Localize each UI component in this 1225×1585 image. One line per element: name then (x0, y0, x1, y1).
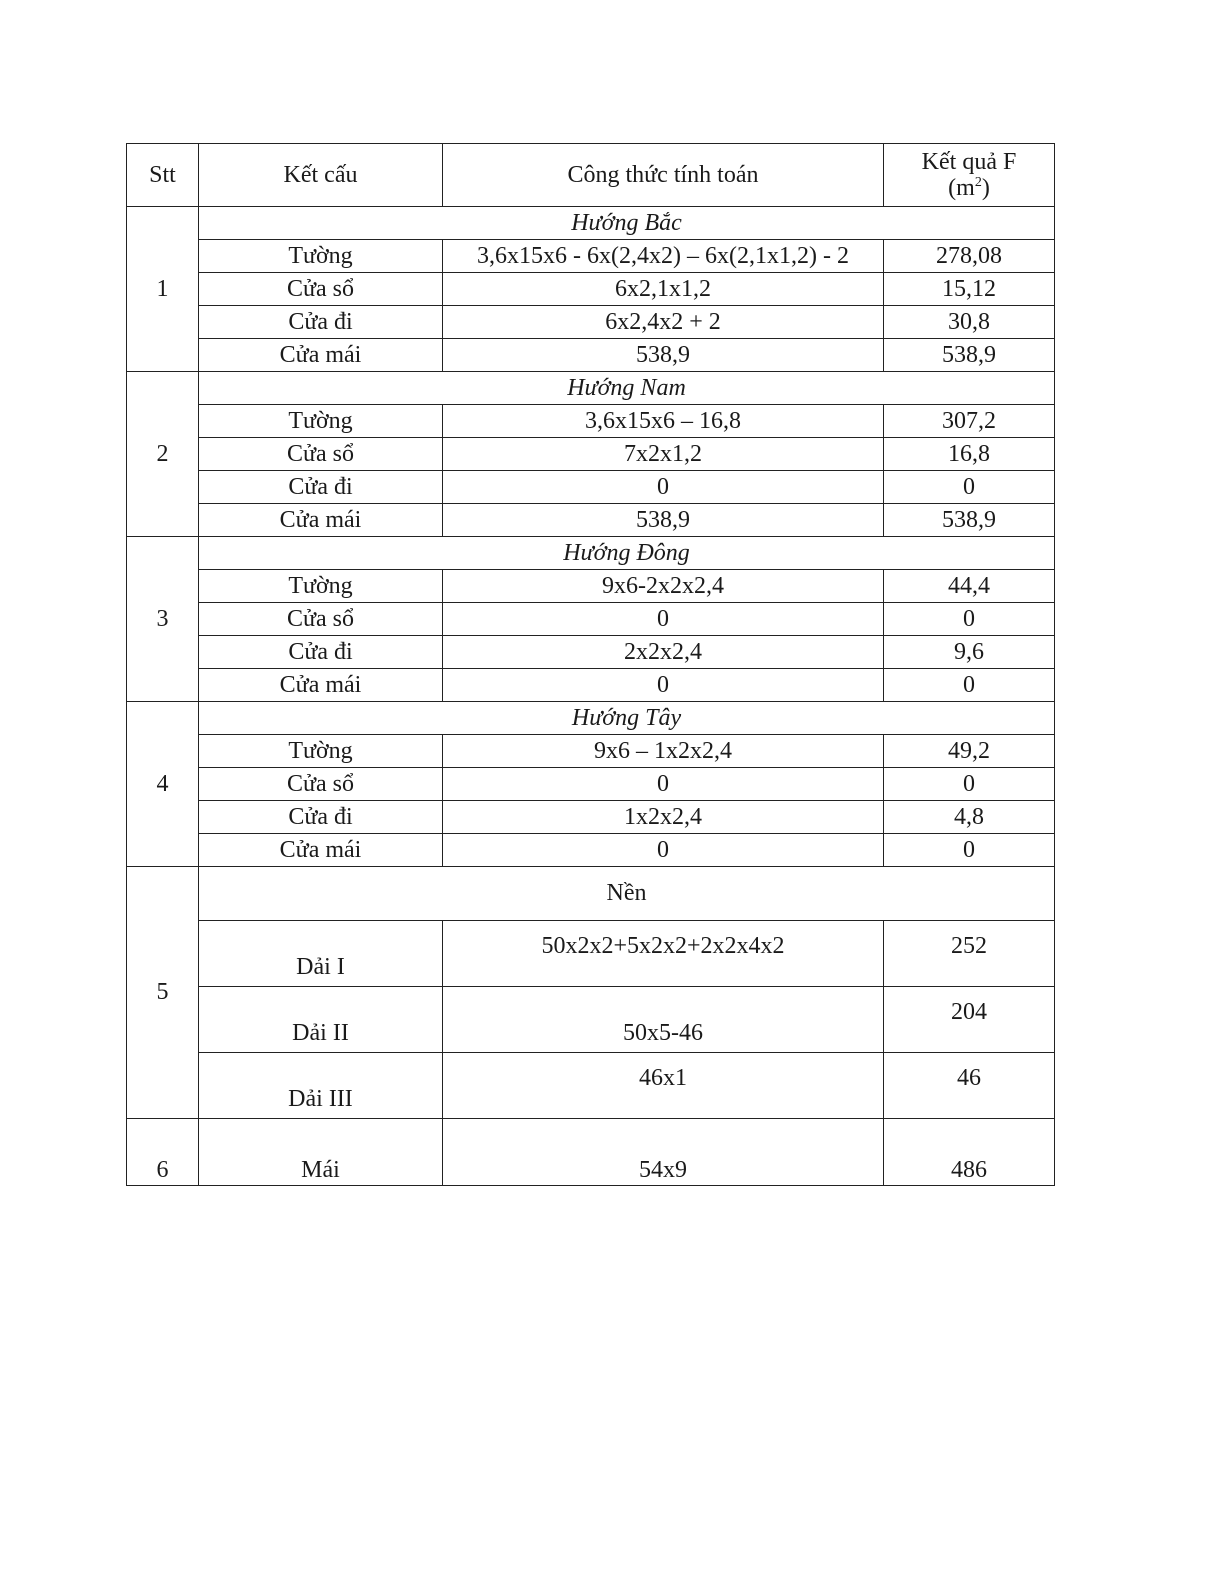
table-row (127, 1053, 1055, 1119)
group-row-nen (127, 867, 1055, 921)
cong-thuc-cell: 50x5-46 (443, 987, 884, 1053)
cong-thuc-cell: 50x2x2+5x2x2+2x2x4x2 (443, 921, 884, 987)
cong-thuc-cell: 6x2,4x2 + 2 (443, 306, 884, 339)
table-row (127, 306, 1055, 339)
cong-thuc-cell: 0 (443, 669, 884, 702)
header-cong-thuc: Công thức tính toán (443, 144, 884, 207)
table-row (127, 405, 1055, 438)
table-row (127, 339, 1055, 372)
ket-qua-cell: 278,08 (884, 240, 1055, 273)
ket-qua-cell: 0 (884, 471, 1055, 504)
ket-cau-cell: Cửa đi (199, 801, 443, 834)
cong-thuc-cell: 3,6x15x6 – 16,8 (443, 405, 884, 438)
group-title: Hướng Nam (199, 372, 1055, 405)
group-title: Nền (199, 867, 1055, 921)
ket-cau-cell: Dải III (199, 1053, 443, 1119)
ket-cau-cell: Cửa đi (199, 636, 443, 669)
header-ket-qua-label: Kết quả F (921, 148, 1017, 175)
cong-thuc-cell: 54x9 (443, 1119, 884, 1186)
group-row-huong-nam (127, 372, 1055, 405)
ket-qua-cell: 30,8 (884, 306, 1055, 339)
cong-thuc-cell: 538,9 (443, 339, 884, 372)
table-row-mai (127, 1119, 1055, 1186)
group-title: Hướng Bắc (199, 207, 1055, 240)
ket-cau-cell: Cửa sổ (199, 273, 443, 306)
header-stt: Stt (127, 144, 199, 207)
ket-cau-cell: Cửa sổ (199, 438, 443, 471)
ket-qua-cell: 0 (884, 603, 1055, 636)
ket-cau-cell: Dải II (199, 987, 443, 1053)
ket-qua-cell: 252 (884, 921, 1055, 987)
calculation-table (126, 143, 1055, 1186)
table-row (127, 273, 1055, 306)
stt-cell: 1 (127, 207, 199, 372)
stt-cell: 4 (127, 702, 199, 867)
ket-cau-cell: Cửa mái (199, 339, 443, 372)
ket-qua-cell: 204 (884, 987, 1055, 1053)
cong-thuc-cell: 7x2x1,2 (443, 438, 884, 471)
ket-cau-cell: Cửa mái (199, 834, 443, 867)
ket-qua-cell: 49,2 (884, 735, 1055, 768)
table-row (127, 240, 1055, 273)
cong-thuc-cell: 9x6-2x2x2,4 (443, 570, 884, 603)
ket-qua-cell: 16,8 (884, 438, 1055, 471)
table-row (127, 471, 1055, 504)
cong-thuc-cell: 0 (443, 603, 884, 636)
header-ket-qua-unit-open: (m (948, 175, 975, 201)
cong-thuc-cell: 0 (443, 471, 884, 504)
cong-thuc-cell: 0 (443, 768, 884, 801)
table-row (127, 834, 1055, 867)
ket-cau-cell: Cửa sổ (199, 603, 443, 636)
ket-qua-cell: 307,2 (884, 405, 1055, 438)
table-row (127, 570, 1055, 603)
ket-cau-cell: Tường (199, 570, 443, 603)
stt-cell: 2 (127, 372, 199, 537)
cong-thuc-cell: 9x6 – 1x2x2,4 (443, 735, 884, 768)
ket-qua-cell: 46 (884, 1053, 1055, 1119)
stt-cell: 6 (127, 1119, 199, 1186)
group-row-huong-bac (127, 207, 1055, 240)
ket-cau-cell: Mái (199, 1119, 443, 1186)
table-row (127, 504, 1055, 537)
ket-cau-cell: Cửa đi (199, 471, 443, 504)
table-row (127, 921, 1055, 987)
group-row-huong-dong (127, 537, 1055, 570)
stt-cell: 3 (127, 537, 199, 702)
table-row (127, 768, 1055, 801)
ket-cau-cell: Cửa sổ (199, 768, 443, 801)
ket-qua-cell: 0 (884, 768, 1055, 801)
stt-cell: 5 (127, 867, 199, 1119)
ket-qua-cell: 538,9 (884, 339, 1055, 372)
ket-cau-cell: Cửa mái (199, 669, 443, 702)
table-row (127, 669, 1055, 702)
ket-qua-cell: 0 (884, 669, 1055, 702)
cong-thuc-cell: 6x2,1x1,2 (443, 273, 884, 306)
group-row-huong-tay (127, 702, 1055, 735)
ket-qua-cell: 538,9 (884, 504, 1055, 537)
header-row (127, 144, 1055, 207)
cong-thuc-cell: 3,6x15x6 - 6x(2,4x2) – 6x(2,1x1,2) - 2 (443, 240, 884, 273)
header-ket-qua-unit-close: ) (981, 175, 990, 201)
table-row (127, 735, 1055, 768)
cong-thuc-cell: 538,9 (443, 504, 884, 537)
ket-cau-cell: Tường (199, 405, 443, 438)
table-row (127, 987, 1055, 1053)
group-title: Hướng Đông (199, 537, 1055, 570)
ket-qua-cell: 44,4 (884, 570, 1055, 603)
header-ket-qua-unit-sup: 2 (974, 175, 982, 190)
ket-cau-cell: Tường (199, 240, 443, 273)
group-title: Hướng Tây (199, 702, 1055, 735)
ket-qua-cell: 486 (884, 1119, 1055, 1186)
table-row (127, 603, 1055, 636)
ket-cau-cell: Cửa mái (199, 504, 443, 537)
table-row (127, 801, 1055, 834)
table-row (127, 438, 1055, 471)
table-row (127, 636, 1055, 669)
cong-thuc-cell: 0 (443, 834, 884, 867)
ket-cau-cell: Cửa đi (199, 306, 443, 339)
ket-qua-cell: 15,12 (884, 273, 1055, 306)
header-ket-cau: Kết cấu (199, 144, 443, 207)
header-ket-qua (884, 144, 1055, 207)
cong-thuc-cell: 2x2x2,4 (443, 636, 884, 669)
ket-cau-cell: Dải I (199, 921, 443, 987)
ket-qua-cell: 9,6 (884, 636, 1055, 669)
ket-qua-cell: 0 (884, 834, 1055, 867)
cong-thuc-cell: 46x1 (443, 1053, 884, 1119)
ket-qua-cell: 4,8 (884, 801, 1055, 834)
cong-thuc-cell: 1x2x2,4 (443, 801, 884, 834)
ket-cau-cell: Tường (199, 735, 443, 768)
